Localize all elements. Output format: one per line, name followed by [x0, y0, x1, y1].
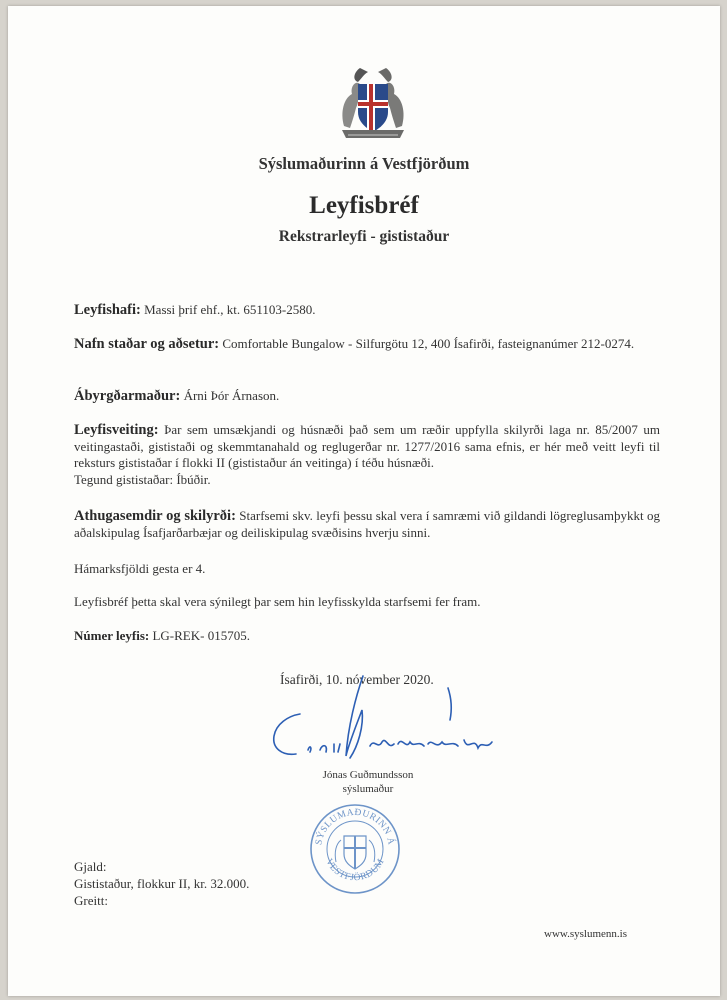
license-holder-label: Leyfishafi: [74, 302, 141, 318]
document-title: Leyfisbréf [309, 192, 419, 219]
manager-row [74, 388, 660, 405]
manager-value: Árni Þór Árnason. [180, 388, 280, 403]
manager-label: Ábyrgðarmaður: [74, 388, 181, 404]
fee-label: Gjald: [74, 859, 107, 874]
signer-role: sýslumaður [342, 783, 394, 795]
signer-name: Jónas Guðmundsson [322, 769, 414, 781]
license-number-row [74, 628, 660, 645]
official-seal-icon [308, 802, 402, 896]
signer-block [268, 768, 468, 796]
stamp-top-text: SÝSLUMAÐURINN Á [314, 807, 396, 846]
location-row [74, 336, 660, 353]
stamp-bottom-text: VESTFJÖRÐUM [323, 857, 387, 884]
license-number-label: Númer leyfis: [74, 628, 150, 643]
fee-amount: Gististaður, flokkur II, kr. 32.000. [74, 876, 250, 891]
office-name: Sýslumaðurinn á Vestfjörðum [258, 154, 470, 173]
grant-label: Leyfisveiting: [74, 422, 159, 438]
location-value: Comfortable Bungalow - Silfurgötu 12, 400 Ísafirði, fasteignanúmer 212-0274. [219, 336, 635, 351]
remarks-row [74, 508, 664, 541]
license-holder-value: Massi þrif ehf., kt. 651103-2580. [140, 302, 316, 317]
fee-paid: Greitt: [74, 893, 108, 908]
grant-value: Þar sem umsækjandi og húsnæði það sem um ræðir uppfylla skilyrði laga nr. 85/2007 um veitingastaði, gististaði og skemmtanahald og reglugerðar nr. 1277/2016 sama efnis, er hér með veitt leyfi til reksturs gististaðar í flokki II (gististaður án veitinga) í téðu húsnæði. [74, 422, 664, 470]
license-holder-row [74, 302, 660, 319]
document-subtitle: Rekstrarleyfi - gististaður [278, 228, 450, 245]
website-url: www.syslumenn.is [544, 928, 628, 940]
handwritten-signature [238, 666, 508, 776]
max-guests: Hámarksfjöldi gesta er 4. [74, 561, 206, 576]
place-and-date: Ísafirði, 10. nóvember 2020. [280, 672, 434, 687]
fee-block [74, 858, 249, 909]
location-label: Nafn staðar og aðsetur: [74, 336, 220, 352]
accommodation-type: Tegund gististaðar: Íbúðir. [74, 471, 211, 487]
coat-of-arms-icon [338, 64, 408, 142]
grant-row [74, 422, 664, 488]
remarks-value: Starfsemi skv. leyfi þessu skal vera í samræmi við gildandi lögreglusamþykkt og aðalskipulag Ísafjarðarbæjar og deiliskipulag svæðisins hverju sinni. [74, 508, 664, 540]
remarks-label: Athugasemdir og skilyrði: [74, 508, 236, 524]
visibility-note: Leyfisbréf þetta skal vera sýnilegt þar sem hin leyfisskylda starfsemi fer fram. [74, 594, 481, 609]
license-number-value: LG-REK- 015705. [149, 628, 250, 643]
document-page [8, 6, 720, 996]
